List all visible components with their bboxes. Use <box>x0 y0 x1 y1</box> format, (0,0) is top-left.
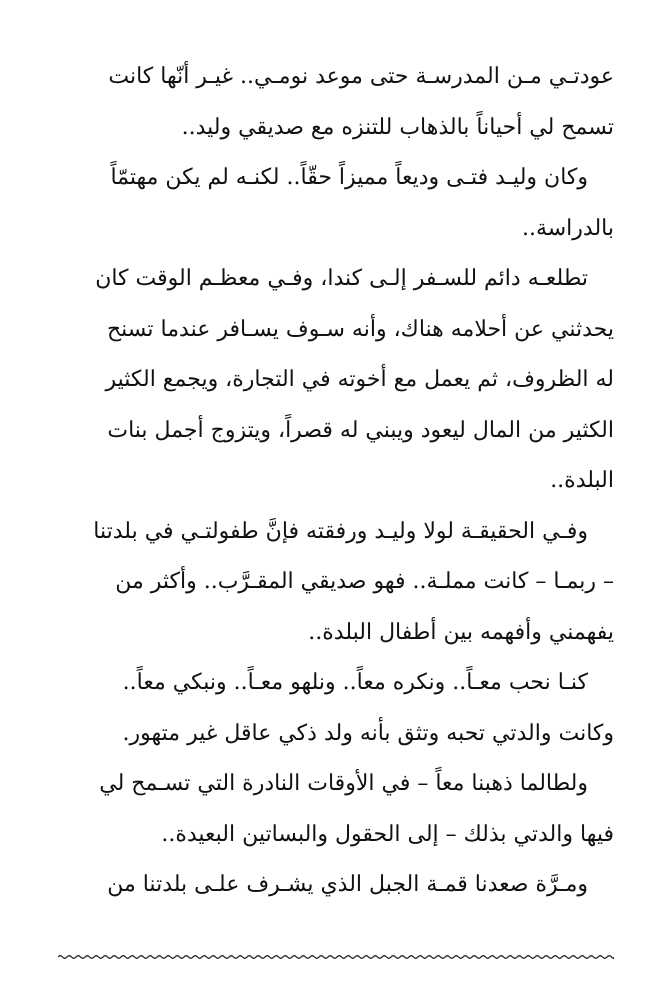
paragraph-2: وكان وليـد فتـى وديعاً مميزاً حقّاً.. لكنـه لم يكن مهتمّاً بالدراسة.. <box>110 165 614 241</box>
paragraph-5: كنـا نحب معـاً.. ونكره معاً.. ونلهو معـاً.. ونبكي معاً.. وكانت والدتي تحبه وتثق بأنه ولد ذكي عاقل غير متهور. <box>122 670 614 746</box>
paragraph-3: تطلعـه دائم للسـفر إلـى كندا، وفـي معظـم الوقت كان يحدثني عن أحلامه هناك، وأنه سـوف يسـافر عندما تسنح له الظروف، ثم يعمل مع أخوته في التجارة، ويجمع الكثير الكثير من المال ليعود ويبني له قصراً، ويتزوج أجمل بنات البلدة.. <box>95 266 614 493</box>
wavy-divider-line <box>58 956 614 959</box>
wavy-divider <box>58 952 614 962</box>
paragraph-1: عودتـي مـن المدرسـة حتى موعد نومـي.. غيـر أنّها كانت تسمح لي أحياناً بالذهاب للتنزه مع صديقي وليد.. <box>108 64 614 140</box>
paragraph-4: وفـي الحقيقـة لولا وليـد ورفقته فإنَّ طفولتـي في بلدتنا – ربمـا – كانت مملـة.. فهو صديقي المقـرَّب.. وأكثر من يفهمني وأفهمه بين أطفال البلدة.. <box>93 518 614 645</box>
paragraph-7: ومـرَّة صعدنا قمـة الجبل الذي يشـرف علـى بلدتنا من <box>107 872 588 897</box>
paragraph-6: ولطالما ذهبنا معاً – في الأوقات النادرة التي تسـمح لي فيها والدتي بذلك – إلى الحقول والبساتين البعيدة.. <box>99 771 614 847</box>
book-page-text <box>58 52 614 911</box>
